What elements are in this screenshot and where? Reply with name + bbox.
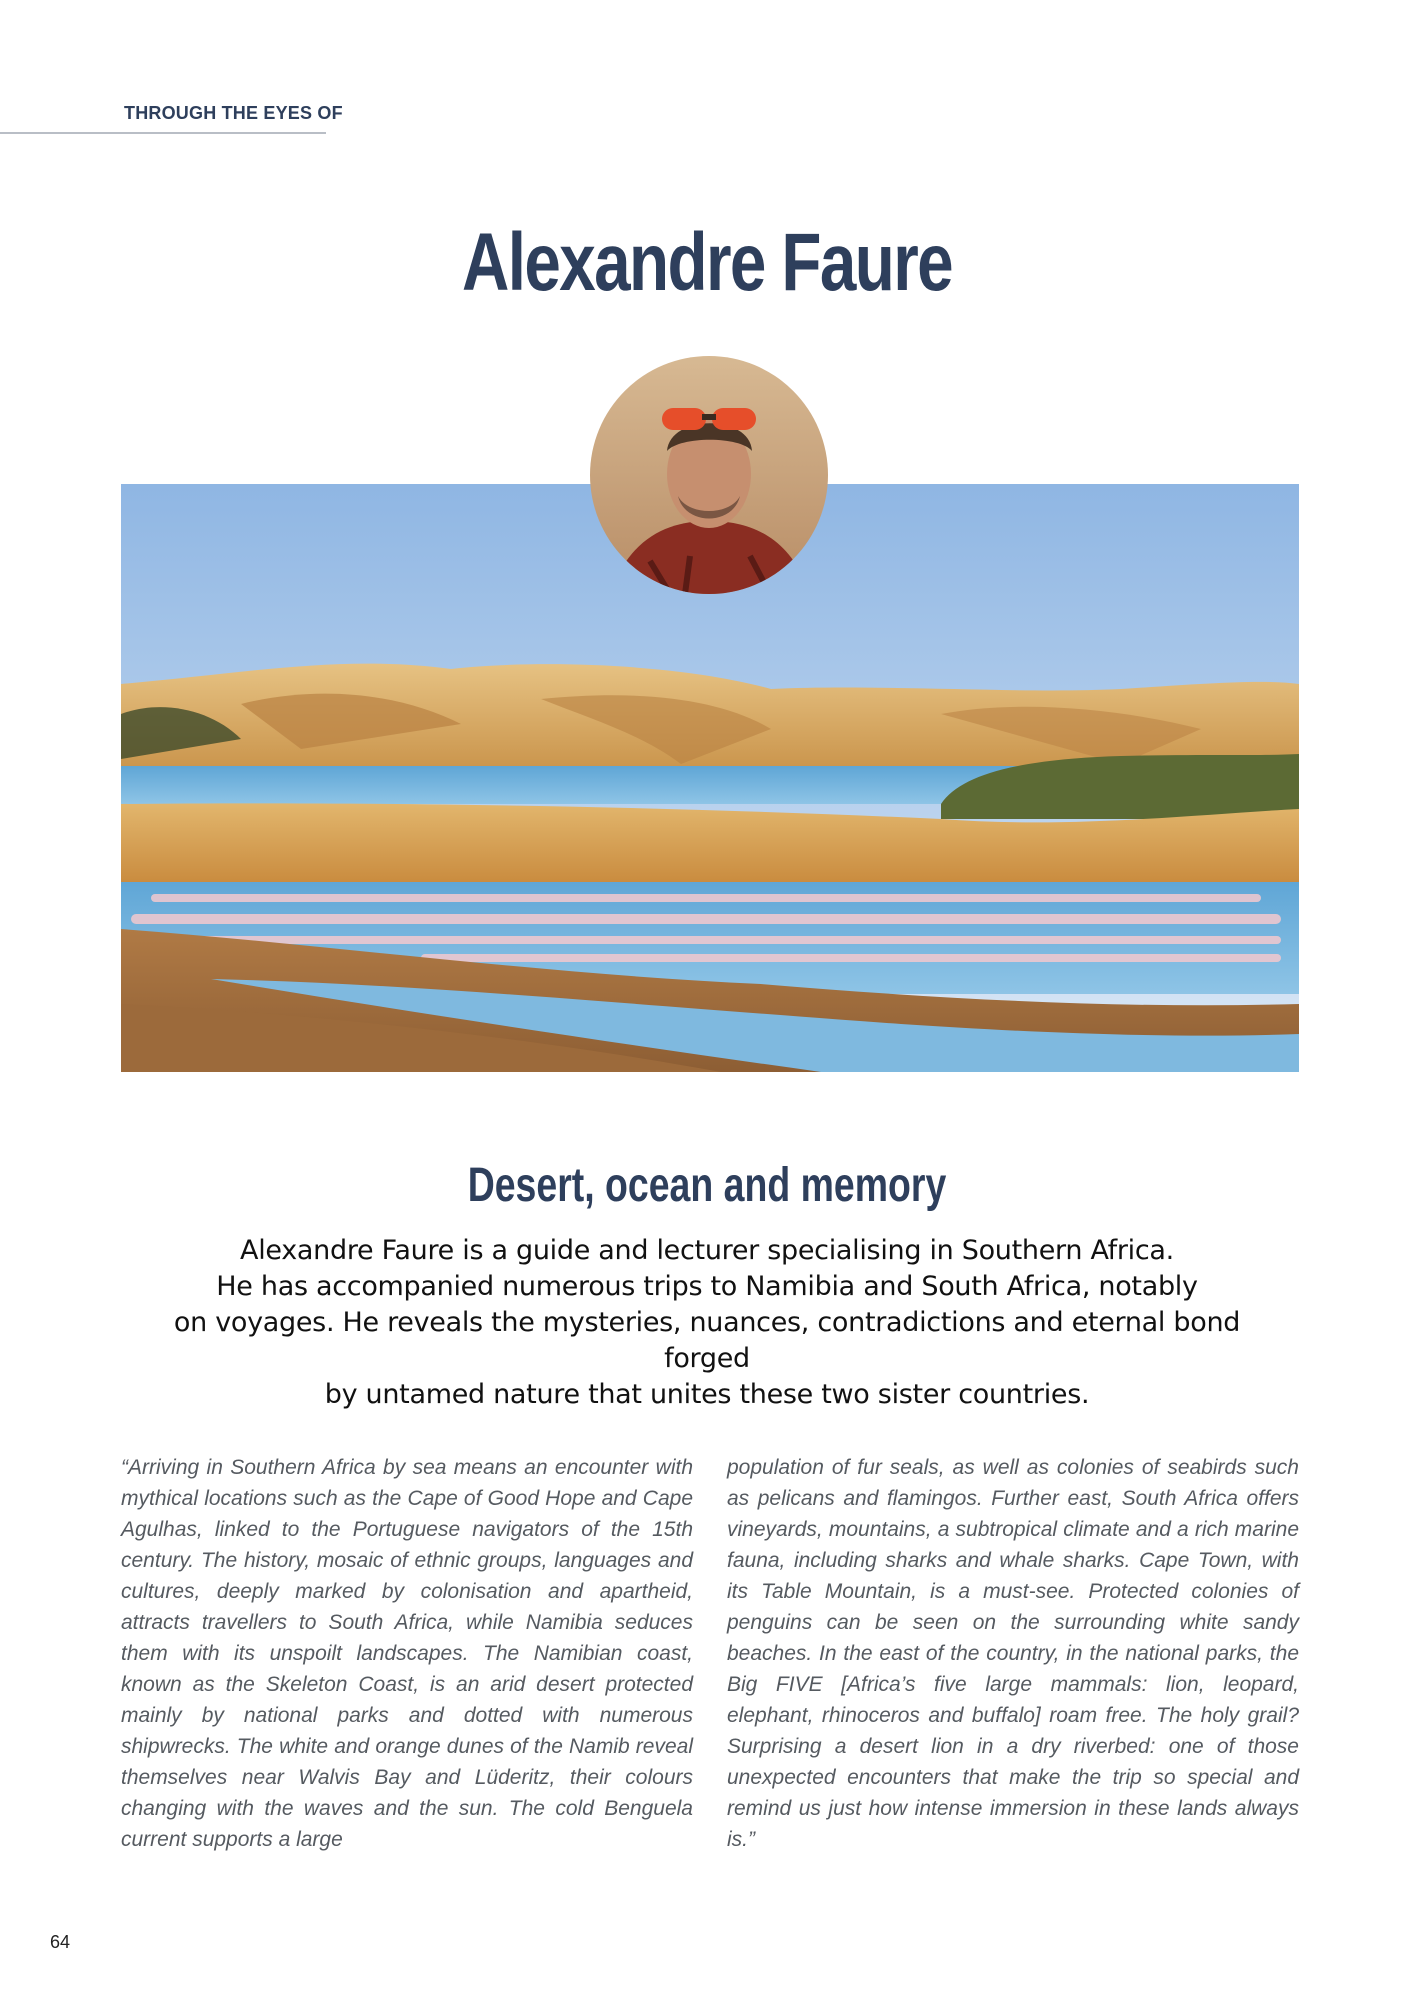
intro-line: on voyages. He reveals the mysteries, nuances, contradictions and eternal bond forged (173, 1307, 1241, 1374)
article-column-left: “Arriving in Southern Africa by sea means an encounter with mythical locations such as the Cape of Good Hope and Cape Agulhas, linked to the Portuguese navigators of the 15th century. The history, mosaic of ethnic groups, languages and cultures, deeply marked by colonisation and apartheid, attracts travellers to South Africa, while Namibia seduces them with its unspoilt landscapes. The Namibian coast, known as the Skeleton Coast, is an arid desert protected mainly by national parks and dotted with numerous shipwrecks. The white and orange dunes of the Namib reveal themselves near Walvis Bay and Lüderitz, their colours changing with the waves and the sun. The cold Benguela current supports a large (121, 1456, 693, 1851)
article-column-right: population of fur seals, as well as colonies of seabirds such as pelicans and flamingos. Further east, South Africa offers vineyards, mountains, a subtropical climate and a rich marine fauna, including sharks and whale sharks. Cape Town, with its Table Mountain, is a must-see. Protected colonies of penguins can be seen on the surrounding white sandy beaches. In the east of the country, in the national parks, the Big FIVE [Africa’s five large mammals: lion, leopard, elephant, rhinoceros and buffalo] roam free. The holy grail? Surprising a desert lion in a dry riverbed: one of those unexpected encounters that make the trip so special and remind us just how intense immersion in these lands always is.” (727, 1456, 1299, 1851)
section-heading: Desert, ocean and memory (467, 1159, 947, 1212)
intro-line: Alexandre Faure is a guide and lecturer specialising in Southern Africa. (240, 1235, 1174, 1266)
section-label: THROUGH THE EYES OF (124, 103, 343, 123)
page-number: 64 (50, 1932, 71, 1952)
intro-line: He has accompanied numerous trips to Namibia and South Africa, notably (216, 1271, 1198, 1302)
section-divider (0, 132, 326, 134)
intro-line: by untamed nature that unites these two sister countries. (324, 1379, 1090, 1410)
page-title: Alexandre Faure (461, 217, 953, 308)
author-portrait (590, 356, 828, 594)
intro-paragraph (130, 1233, 1284, 1413)
